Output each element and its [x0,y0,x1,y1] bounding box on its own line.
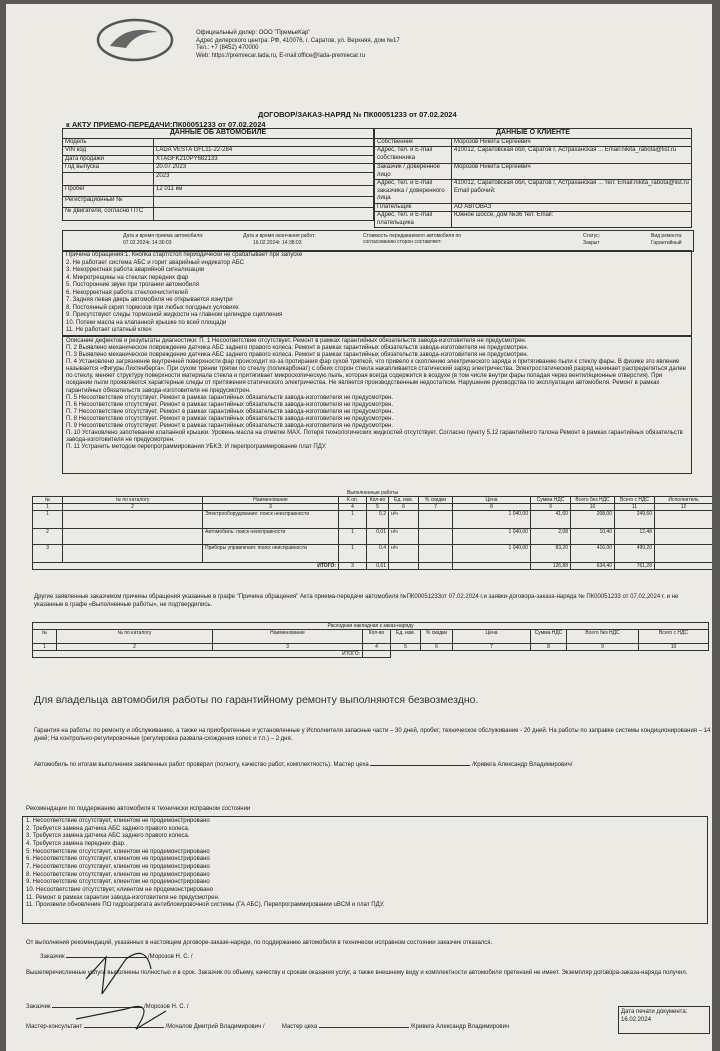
car-value: 20.07.2023 [154,164,374,173]
defect-item: П. 5 Несоответствие отсутствует. Ремонт в рамках гарантийных обязательств завода-изготовителя не предусмотрен. [66,394,394,401]
recs-box [22,816,708,924]
car-key [63,172,154,185]
works-header: Кол-во [367,497,389,504]
status-label: Статус: [583,233,601,239]
parts-header: № [33,630,57,644]
recs-heading: Рекомендации по поддержанию автомобиля в технически исправном состоянии [26,806,251,812]
works-cell: 499,20 [615,545,655,563]
works-cell: Электрооборудование: поиск неисправности [203,511,339,529]
works-colnum: 12 [655,504,713,511]
handwritten-signature [66,939,186,1049]
works-cell [419,545,453,563]
client-key: Адрес, тел. и E-mail собственника [375,147,452,164]
signature-line [319,1027,409,1028]
works-caption: Выполненные работы [347,490,399,496]
act-title: к АКТУ ПРИЕМО-ПЕРЕДАЧИ:ПК00051233 от 07.02.2024 [66,120,266,129]
client-key: Плательщик [375,203,452,212]
car-key: Регистрационный № [63,196,154,207]
works-cell [419,511,453,529]
parts-header: % скидки [421,630,453,644]
works-cell: 1 [339,511,367,529]
accept-value: 07.02.2024г. 14:30:03 [123,240,172,246]
car-key: № двигателя, согласно ПТС [63,207,154,220]
works-header: № по каталогу [63,497,203,504]
works-colnum: 10 [571,504,615,511]
reason-item: 5. Посторонние звуки при трогании автомобиля [66,282,199,288]
works-header: № [33,497,63,504]
works-cell: 0,4 [367,545,389,563]
dealer-address: Адрес дилерского центра: РФ, 410076, г. Саратов, ул. Верхняя, дом №17 [196,37,400,44]
client-key: Собственник [375,138,452,147]
parts-header: Ед. изм. [391,630,421,644]
rec-item: 3. Требуется замена датчика АБС заднего правого колеса. [26,833,190,840]
car-key: Год выпуска [63,164,154,173]
client-heading: ДАННЫЕ О КЛИЕНТЕ [375,129,692,139]
works-header: % скидки [419,497,453,504]
works-cell: 1 [339,545,367,563]
car-heading: ДАННЫЕ ОБ АВТОМОБИЛЕ [63,129,374,139]
defect-item: П. 11 Устранить методом перепрограммирования УБКЭ. И перепрограммирование плат ПДУ. [66,444,327,451]
works-cell: 3 [33,545,63,563]
parts-header: № по каталогу [57,630,213,644]
works-colnum: 1 [33,504,63,511]
parts-total-blank [391,651,709,658]
client-data-table [374,128,692,228]
defect-item: П. 4 Установлено загрязнение внутренней поверхности фар происходит из-за протирания фар сухой тряпкой, что привело к скоплению электрического заряда и притягиванию пыли к стеклу фары. В физике это явление называется «Фигуры Лихтенберга». При сухом трении тряпки по стеклу (поликарбонат) с обеих сторон стекла накапливается статический заряд электричества. Электростатический разряд начинает распределяться далее по стеклу, меняет структуру поверхности материала стекла и притягивает микроскопическую пыль, которая всегда содержится в воздухе (в том числе внутри фары попадая через вентиляционные отверстия). При оседании пыли проявляются характерные следы от притяжения статического электричества. Не является производственным недостатком. Нарушение руководства по эксплуатации автомобиля. Ремонт в рамках гарантийных обязательств завода-изготовителя не предусмотрен. [66,359,686,394]
parts-colnum: 1 [33,644,57,651]
rec-item: 1. Несоответствие отсутствует, клиентом не продемонстрировано [26,818,210,824]
defect-item: П. 6 Несоответствие отсутствует. Ремонт в рамках гарантийных обязательств завода-изготовителя не предусмотрен. [66,401,394,408]
client-value: 410012, Саратовская обл, Саратов г, Астраханская ... Email:nikita_rabota@list.ru [452,147,692,164]
works-cell: 416,00 [571,545,615,563]
works-cell: Приборы управления: поиск неисправности [203,545,339,563]
works-cell: 1 040,00 [453,511,531,529]
rec-item: 5. Несоответствие отсутствует, клиентом не продемонстрировано [26,848,210,855]
works-cell: 10,40 [571,529,615,545]
print-date-label: Дата печати документа: [621,1009,688,1015]
accept-label: Дата и время приема автомобиля: [123,233,204,239]
rec-item: 2. Требуется замена датчика АБС заднего правого колеса. [26,825,190,832]
works-total [389,563,419,570]
works-cell: 249,60 [615,511,655,529]
acceptance-text: Вышеперечисленные услуги выполнены полностью и в срок. Заказчик по объему, качеству и срокам оказания услуг, а также внешнему виду и комплектности автомобиля претензий не имеет. Экземпляр договора-заказа-наряда получил. [26,970,688,976]
parts-header: Наименование [213,630,363,644]
defect-item: П. 2 Выявлено механическое повреждение датчика АБС заднего правого колеса. Ремонт в рамках гарантийных обязательств завода-изготовителя не предусмотрен. [66,345,529,352]
works-header: Наименование [203,497,339,504]
works-cell [63,511,203,529]
parts-colnum: 7 [453,644,531,651]
rec-item: 4. Требуется замена передних фар. [26,841,126,848]
car-value [154,196,374,207]
works-cell: н/ч [389,529,419,545]
parts-total-label: ИТОГО: [33,651,363,658]
car-value: LADA VESTA GFL11-22-284 [154,147,374,156]
refusal-text: От выполнения рекомендаций, указанных в настоящем договоре-заказе-наряде, по поддержанию автомобиля в технически исправном состоянии заказчик отказался. [26,940,493,946]
rec-item: 8. Несоответствие отсутствует, клиентом не продемонстрировано [26,871,210,878]
works-cell [655,511,713,529]
works-cell: 1 040,00 [453,529,531,545]
client-key: Заказчик / доверенное лицо [375,164,452,180]
works-cell: Автомобиль: поиск неисправности [203,529,339,545]
works-cell: 2,08 [531,529,571,545]
repair-type-label: Вид ремонта: [651,233,683,239]
works-colnum: 4 [339,504,367,511]
reason-item: 4. Микротрещины на стеклах передних фар [66,274,189,281]
reasons-box [62,250,692,336]
car-key: Дата продажи [63,155,154,164]
reason-item: 7. Задняя левая дверь автомобиля не открывается изнутри [66,297,233,303]
works-colnum: 9 [531,504,571,511]
works-cell [63,545,203,563]
defect-item: П. 10 Установлено запотевание клапанной крышки. Уровень масла на отметке MAX. Потеря технологических жидкостей отсутствует. Согласно пункту 5.12 гарантийного талона Ремонт в рамках гарантийных обязательств завода-изготовителя не предусмотрен. [66,430,683,444]
print-date-box [618,1006,710,1034]
note-not-confirmed: Другие заявленные заказчиком причины обращения указанные в графе "Причина обращения" Акта приема-передачи автомобиля №ПК00051233от 07.02.2024 г.и заявки-договора-заказа-наряда № ПК00051233 от 07.02.2024 г. и не указанные в графе «Выполненные работы», не подтвердились. [34,594,679,608]
works-colnum: 11 [615,504,655,511]
client-key: Адрес, тел. и E-mail заказчика / доверенного лица [375,180,452,204]
parts-colnum: 3 [213,644,363,651]
master-label: Мастер цеха [281,1024,318,1030]
works-cell [419,529,453,545]
works-cell: н/ч [389,511,419,529]
dates-box [62,230,694,252]
parts-header: Кол-во [363,630,391,644]
check-label: Автомобиль по итогам выполнения заявленных работ проверил (полноту, качество работ, комплектность). Мастер цеха [34,762,369,768]
master-name: /Кривега Александр Владимирович [410,1024,510,1030]
works-cell: 83,20 [531,545,571,563]
works-total: 761,28 [615,563,655,570]
reason-item: 10. Потеки масла на клапанной крышке по всей площади [66,319,227,326]
defect-item: П. 7 Несоответствие отсутствует. Ремонт в рамках гарантийных обязательств завода-изготовителя не предусмотрен. [66,408,394,415]
signature-line [370,765,470,766]
rec-item: 6. Несоответствие отсутствует, клиентом не продемонстрировано [26,856,210,863]
reason-item: 11. Не работает штатный ключ [66,327,152,333]
works-header: К.оп. [339,497,367,504]
lada-logo [96,18,174,62]
car-data-table [62,128,374,221]
parts-caption: Расходная накладная к заказ-наряду [33,623,709,630]
parts-colnum: 10 [639,644,709,651]
car-value: XTAGFK210PY682133 [154,155,374,164]
car-key: VIN код [63,147,154,156]
reason-item: 3. Некорректная работа аварийной сигнализации [66,267,205,273]
works-total: 3 [339,563,367,570]
works-header: Цена [453,497,531,504]
defect-item: П. 9 Несоответствие отсутствует. Ремонт в рамках гарантийных обязательств завода-изготовителя не предусмотрен. [66,422,394,429]
works-cell: 0,01 [367,529,389,545]
rec-item: 7. Несоответствие отсутствует, клиентом не продемонстрировано [26,864,210,871]
car-value: 2023 [154,172,374,185]
defect-item: П. 8 Несоответствие отсутствует. Ремонт в рамках гарантийных обязательств завода-изготовителя не предусмотрен. [66,415,394,422]
cost-label: Стоимость передаваемого автомобиля по согласованию сторон составляет: [363,233,462,245]
reason-item: 8. Постоянный скрип тормозов при любых погодных условиях [66,304,239,311]
works-cell: 41,60 [531,511,571,529]
works-total: 0,61 [367,563,389,570]
car-value: 12 011 км [154,185,374,196]
parts-colnum: 5 [391,644,421,651]
works-total-label: ИТОГО: [33,563,339,570]
works-cell: 0,2 [367,511,389,529]
defects-box [62,336,692,474]
parts-header: Сумма НДС [531,630,567,644]
works-cell: 12,48 [615,529,655,545]
guarantee-text: Гарантия на работы: по ремонту и обслуживанию, а также на приобретенные и установленные у Исполнителя запасные части – 30 дней, пробег; техническое обслуживание - 20 дней. На работы по заправке системы кондиционирования – 14 дней; На контрольно-регулировочные (регулировка развала-схождения колес и т.п.) – 2 дня. [34,728,711,742]
client-value: 410012, Саратовская обл, Саратов г, Астраханская ... тел: Email:nikita_rabota@list.ru Email рабочий: [452,180,692,204]
client-value: Южное шоссе, дом №36 тел: Email: [452,212,692,228]
rec-item: 9. Несоответствие отсутствует, клиентом не продемонстрировано [26,879,210,886]
parts-colnum: 8 [531,644,567,651]
document-page [6,4,712,1051]
consultant-label: Мастер-консультант [26,1024,83,1030]
status-value: Закрыт [583,240,600,246]
works-header: Всего с НДС [615,497,655,504]
works-total [453,563,531,570]
works-total: 634,40 [571,563,615,570]
works-cell: 1 040,00 [453,545,531,563]
end-label: Дата и время окончания работ: [243,233,316,239]
reason-item: 9. Присутствуют следы тормозной жидкости на главном цилиндре сцепления [66,312,283,318]
car-key: Модель [63,138,154,147]
customer-label: Заказчик [40,954,65,960]
works-cell: 2 [33,529,63,545]
print-date-value: 16.02.2024 [621,1016,652,1023]
parts-header: Цена [453,630,531,644]
works-cell: 1 [33,511,63,529]
parts-total-cell [363,651,391,658]
works-colnum: 5 [367,504,389,511]
works-colnum: 2 [63,504,203,511]
works-cell [63,529,203,545]
client-value: АО АВТОВАЗ [452,203,692,212]
defect-item: П. 3 Выявлено механическое повреждение датчика АБС заднего правого колеса. Ремонт в рамках гарантийных обязательств завода-изготовителя не предусмотрен. [66,352,529,359]
dealer-phone: Тел.: +7 (8452) 470000 [196,45,259,51]
works-colnum: 6 [389,504,419,511]
document-title: ДОГОВОР/ЗАКАЗ-НАРЯД № ПК00051233 от 07.02.2024 [258,110,457,119]
parts-colnum: 4 [363,644,391,651]
customer-label: Заказчик [26,1004,51,1010]
works-colnum: 3 [203,504,339,511]
customer-name: /Морозов Н. С. / [148,954,193,960]
parts-colnum: 2 [57,644,213,651]
works-header: Исполнитель [655,497,713,504]
reason-item: 2. Не работает система АБС и горит аварийный индикатор АБС [66,259,244,266]
rec-item: 11. Произвели обновление ПО гидроагрегата антиблокировочной системы (ГА АБС), Перепрограммировании uBCM и плат ПДУ. [26,902,385,909]
works-cell [655,545,713,563]
client-value: Морозов Никита Сергеевич [452,138,692,147]
works-total: 126,88 [531,563,571,570]
works-cell: 1 [339,529,367,545]
parts-colnum: 6 [421,644,453,651]
dealer-web: Web: https://premiecar.lada.ru, E-mail:office@lada-premiecar.ru [196,52,365,59]
check-text [34,762,572,770]
works-header: Ед. изм. [389,497,419,504]
rec-item: 11. Ремонт в рамках гарантии завода-изготовителя не предусмотрен. [26,894,220,901]
customer-name: /Морозов Н. С. / [144,1004,189,1010]
parts-colnum: 9 [567,644,639,651]
dealer-header [196,30,456,60]
works-table [32,490,712,570]
car-value [154,138,374,147]
parts-table [32,622,709,658]
check-master-name: /Кривега Александр Владимирович/ [472,762,573,768]
works-colnum: 8 [453,504,531,511]
works-header: Сумма НДС [531,497,571,504]
works-total [419,563,453,570]
reason-item: Причина обращения:1. Кнопка старт/стоп периодически не срабатывает при запуске [66,252,303,258]
car-value [154,207,374,220]
works-cell [655,529,713,545]
repair-type-value: Гарантийный [651,240,682,246]
parts-header: Всего с НДС [639,630,709,644]
consultant-name: /Мочалов Дмитрий Владимирович / [165,1024,265,1030]
defect-item: Описание дефектов и результаты диагностики: П. 1 Несоответствие отсутствует. Ремонт в рамках гарантийных обязательств завода-изготовителя не предусмотрен. [66,338,527,344]
works-colnum: 7 [419,504,453,511]
client-key: Адрес, тел. и E-mail плательщика [375,212,452,228]
end-value: 16.02.2024г. 14:38:03 [253,240,302,246]
parts-header: Всего без НДС [567,630,639,644]
rec-item: 10. Несоответствие отсутствует, клиентом не продемонстрировано [26,887,214,894]
works-header: Всего без НДС [571,497,615,504]
car-key: Пробег [63,185,154,196]
reason-item: 6. Некорректная работа стеклоочистителей [66,289,188,296]
works-cell: н/ч [389,545,419,563]
free-repair-note: Для владельца автомобиля работы по гарантийному ремонту выполняются безвозмездно. [34,694,479,706]
client-value: Морозов Никита Сергеевич [452,164,692,180]
works-cell: 208,00 [571,511,615,529]
dealer-name: Официальный дилер: ООО "ПремьеКар" [196,30,311,36]
works-total-empty [655,563,713,570]
